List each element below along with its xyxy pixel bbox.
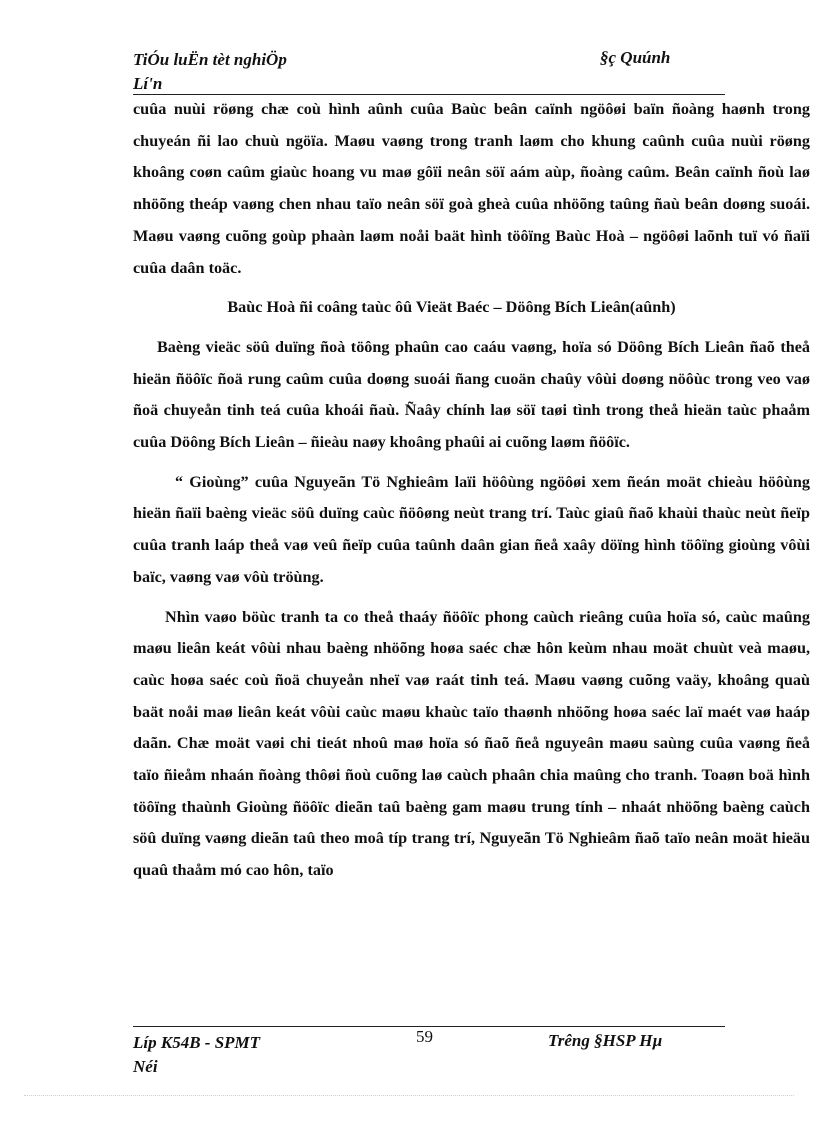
page-number: 59 (416, 1027, 433, 1046)
paragraph-1: cuûa nuùi röøng chæ coù hình aûnh cuûa Baùc beân caïnh ngöôøi baïn ñoàng haønh trong chuyeán ñi lao chuù ngöïa. Maøu vaøng trong tranh laøm cho khung caûnh cuûa nuùi röøng khoâng coøn caûm giaùc hoang vu maø gôïi neân söï aám aùp, ñoàng caûm. Beân caïnh ñoù laø nhöõng theáp vaøng chen nhau taïo neân söï goà gheà cuûa nhöõng taûng ñaù beân doøng suoái. Maøu vaøng cuõng goùp phaàn laøm noåi baät hình töôïng Baùc Hoà – ngöôøi laõnh tuï vó ñaïi cuûa daân toäc. (133, 100, 810, 277)
header-right: §ç Quúnh (600, 48, 671, 67)
footer-left-line1: Líp K54B - SPMT (133, 1033, 261, 1052)
page-bottom-divider (24, 1095, 794, 1096)
footer-left (133, 1031, 260, 1079)
document-body (133, 94, 810, 887)
header-left-line1: TiÓu luËn tèt nghiÖp (133, 50, 287, 69)
header-left-line2: Lí'n (133, 74, 163, 93)
paragraph-2: Baèng vieäc söû duïng ñoà töông phaûn cao caáu vaøng, hoïa só Döông Bích Lieân ñaõ theå hieän ñöôïc ñoä rung caûm cuûa doøng suoái ñang cuoän chaûy vôùi doøng nöôùc trong veo vaø ñoä chuyeån tinh teá cuûa khoái ñaù. Ñaây chính laø söï taøi tình trong theå hieän taùc phaåm cuûa Döông Bích Lieân – ñieàu naøy khoâng phaûi ai cuõng laøm ñöôïc. (133, 337, 810, 452)
image-caption: Baùc Hoà ñi coâng taùc ôû Vieät Baéc – Döông Bích Lieân(aûnh) (227, 298, 676, 317)
paragraph-3: “ Gioùng” cuûa Nguyeãn Tö Nghieâm laïi höôùng ngöôøi xem ñeán moät chieàu höôùng hieän ñaïi baèng vieäc söû duïng caùc ñöôøng neùt trang trí. Taùc giaû ñaõ khaùi thaùc neùt ñeïp cuûa tranh laáp theå vaø veû ñeïp cuûa taûnh daân gian ñeå xaây döïng hình töôïng gioùng vôùi baïc, vaøng vaø vôù tröùng. (133, 472, 810, 586)
header-left (133, 48, 287, 96)
footer-right: Trêng §HSP Hµ (548, 1031, 663, 1050)
footer-left-line2: Néi (133, 1057, 158, 1076)
paragraph-4: Nhìn vaøo böùc tranh ta co theå thaáy ñöôïc phong caùch rieâng cuûa hoïa só, caùc maûng maøu lieân keát vôùi nhau baèng nhöõng hoøa saéc chæ hôn keùm nhau moät chuùt veà maøu, caùc hoøa saéc coù ñoä chuyeån nheï vaø raát tinh teá. Maøu vaøng cuõng vaäy, khoâng quaù baät noåi maø lieân keát vôùi caùc maøu khaùc taïo thaønh nhöõng hoøa saéc laï maét vaø haáp daãn. Chæ moät vaøi chi tieát nhoû maø hoïa só ñaõ ñeå nguyeân maøu saùng cuûa vaøng ñeå taïo ñieåm nhaán ñoàng thôøi ñoù cuõng laø caùch phaân chia maûng cho tranh. Toaøn boä hình töôïng thaùnh Gioùng ñöôïc dieãn taû baèng gam maøu trung tính – nhaát nhöõng baèng caùch söû duïng vaøng dieãn taû theo moâ típ trang trí, Nguyeãn Tö Nghieâm ñaõ taïo neân moät hieäu quaû thaåm mó cao hôn, taïo (133, 607, 810, 880)
